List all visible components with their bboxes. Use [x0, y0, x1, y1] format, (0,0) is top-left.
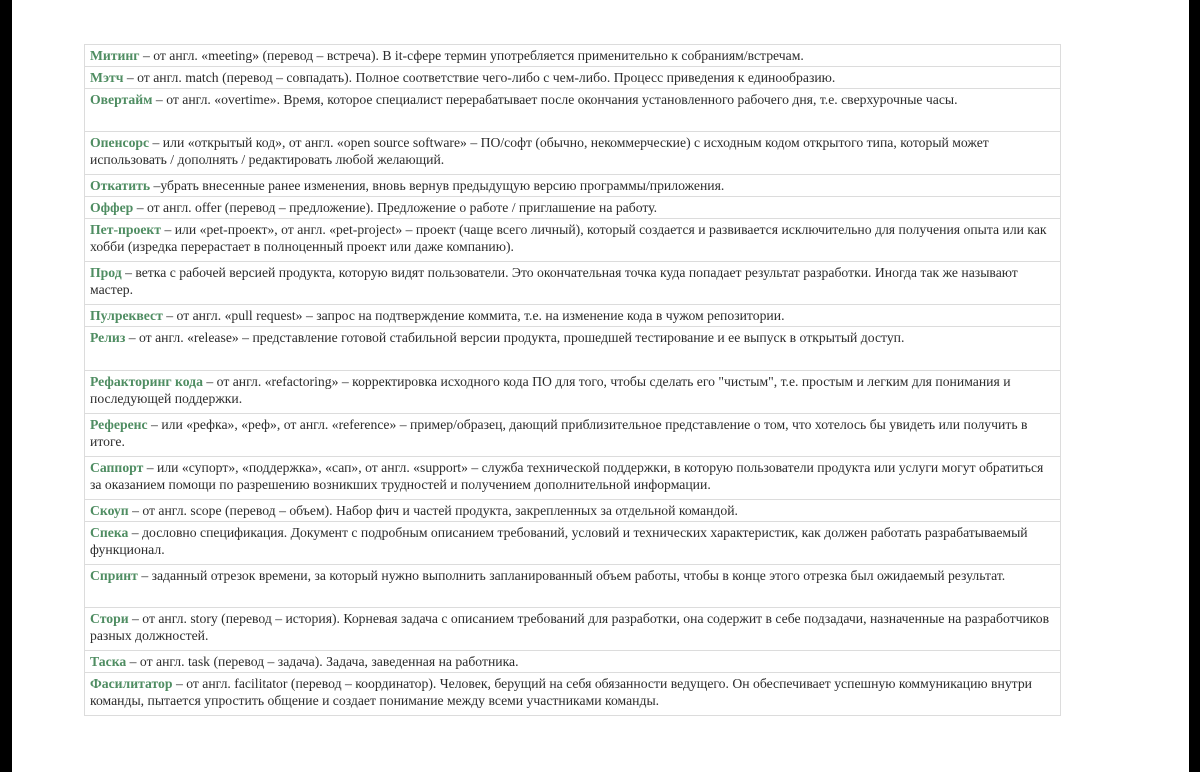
glossary-definition: – от англ. story (перевод – история). Корневая задача с описанием требований для разработки, она содержит в себе подзадачи, назначенные на разработчиков разных должностей.	[90, 611, 1050, 643]
glossary-definition: – дословно спецификация. Документ с подробным описанием требований, условий и технических характеристик, как должен работать разрабатываемый функционал.	[90, 525, 1028, 557]
glossary-term: Таска	[90, 654, 127, 669]
glossary-definition: – от англ. «refactoring» – корректировка исходного кода ПО для того, чтобы сделать его "чистым", т.е. простым и легким для понимания и последующей поддержки.	[90, 374, 1011, 406]
glossary-term: Спека	[90, 525, 129, 540]
glossary-definition: – или «рефка», «реф», от англ. «reference» – пример/образец, дающий приблизительное представление о том, что хотелось бы увидеть или получить в итоге.	[90, 417, 1028, 449]
glossary-entry	[85, 219, 1061, 262]
glossary-row	[85, 565, 1061, 608]
glossary-row	[85, 305, 1061, 327]
glossary-row	[85, 67, 1061, 89]
glossary-entry	[85, 262, 1061, 305]
glossary-definition: – от англ. «overtime». Время, которое специалист перерабатывает после окончания установленного рабочего дня, т.е. сверхурочные часы.	[152, 92, 958, 107]
glossary-entry	[85, 45, 1061, 67]
glossary-term: Стори	[90, 611, 129, 626]
glossary-term: Рефакторинг кода	[90, 374, 203, 389]
glossary-row	[85, 132, 1061, 175]
glossary-term: Релиз	[90, 330, 126, 345]
glossary-definition: – от англ. task (перевод – задача). Задача, заведенная на работника.	[126, 654, 519, 669]
glossary-term: Откатить	[90, 178, 151, 193]
glossary-term: Саппорт	[90, 460, 144, 475]
glossary-definition: – от англ. match (перевод – совпадать). Полное соответствие чего-либо с чем-либо. Процесс приведения к единообразию.	[123, 70, 836, 85]
glossary-definition: – или «супорт», «поддержка», «сап», от англ. «support» – служба технической поддержки, в которую пользователи продукта или услуги могут обратиться за оказанием помощи по разрешению возникших трудностей и получением дополнительной информации.	[90, 460, 1044, 492]
glossary-row	[85, 651, 1061, 673]
glossary-definition: –убрать внесенные ранее изменения, вновь вернув предыдущую версию программы/приложения.	[150, 178, 725, 193]
glossary-row	[85, 522, 1061, 565]
glossary-entry	[85, 89, 1061, 132]
glossary-row	[85, 500, 1061, 522]
document-page	[12, 0, 1189, 772]
glossary-entry	[85, 327, 1061, 371]
glossary-entry	[85, 67, 1061, 89]
glossary-definition: – ветка с рабочей версией продукта, которую видят пользователи. Это окончательная точка куда попадает результат разработки. Иногда так же называют мастер.	[90, 265, 1018, 297]
glossary-entry	[85, 500, 1061, 522]
glossary-row	[85, 371, 1061, 414]
glossary-entry	[85, 414, 1061, 457]
glossary-row	[85, 262, 1061, 305]
glossary-row	[85, 414, 1061, 457]
glossary-entry	[85, 371, 1061, 414]
glossary-definition: – или «открытый код», от англ. «open source software» – ПО/софт (обычно, некоммерческие) с исходным кодом открытого типа, который может использовать / дополнять / редактировать любой желающий.	[90, 135, 989, 167]
glossary-row	[85, 327, 1061, 371]
glossary-entry	[85, 608, 1061, 651]
glossary-term: Скоуп	[90, 503, 129, 518]
glossary-row	[85, 608, 1061, 651]
glossary-term: Прод	[90, 265, 122, 280]
glossary-term: Спринт	[90, 568, 138, 583]
glossary-term: Пулреквест	[90, 308, 163, 323]
glossary-entry	[85, 673, 1061, 716]
glossary-term: Опенсорс	[90, 135, 150, 150]
glossary-row	[85, 197, 1061, 219]
glossary-row	[85, 457, 1061, 500]
glossary-term: Мэтч	[90, 70, 124, 85]
glossary-definition: – от англ. scope (перевод – объем). Набор фич и частей продукта, закрепленных за отдельной командой.	[128, 503, 738, 518]
glossary-definition: – от англ. «meeting» (перевод – встреча). В it-сфере термин употребляется применительно к собраниям/встречам.	[139, 48, 804, 63]
glossary-definition: – от англ. «pull request» – запрос на подтверждение коммита, т.е. на изменение кода в чужом репозитории.	[162, 308, 785, 323]
glossary-entry	[85, 305, 1061, 327]
glossary-row	[85, 89, 1061, 132]
glossary-entry	[85, 132, 1061, 175]
glossary-definition: – или «pet-проект», от англ. «pet-project» – проект (чаще всего личный), который создается и развивается исключительно для получения опыта или как хобби (изредка перерастает в полноценный проект или даже компанию).	[90, 222, 1047, 254]
glossary-row	[85, 45, 1061, 67]
glossary-row	[85, 175, 1061, 197]
glossary-entry	[85, 651, 1061, 673]
glossary-definition: – от англ. facilitator (перевод – координатор). Человек, берущий на себя обязанности ведущего. Он обеспечивает успешную коммуникацию внутри команды, пытается упростить общение и создает понимание между всеми участниками команды.	[90, 676, 1033, 708]
glossary-entry	[85, 457, 1061, 500]
glossary-term: Пет-проект	[90, 222, 162, 237]
glossary-term: Овертайм	[90, 92, 153, 107]
glossary-row	[85, 219, 1061, 262]
glossary-row	[85, 673, 1061, 716]
glossary-entry	[85, 522, 1061, 565]
glossary-term: Оффер	[90, 200, 134, 215]
glossary-term: Фасилитатор	[90, 676, 173, 691]
glossary-definition: – от англ. offer (перевод – предложение). Предложение о работе / приглашение на работу.	[133, 200, 658, 215]
glossary-entry	[85, 175, 1061, 197]
glossary-entry	[85, 565, 1061, 608]
glossary-definition: – заданный отрезок времени, за который нужно выполнить запланированный объем работы, чтобы в конце этого отрезка был ожидаемый результат.	[137, 568, 1006, 583]
glossary-entry	[85, 197, 1061, 219]
glossary-term: Референс	[90, 417, 148, 432]
glossary-table	[84, 44, 1061, 716]
glossary-definition: – от англ. «release» – представление готовой стабильной версии продукта, прошедшей тестирование и ее выпуск в открытый доступ.	[125, 330, 905, 345]
glossary-term: Митинг	[90, 48, 140, 63]
